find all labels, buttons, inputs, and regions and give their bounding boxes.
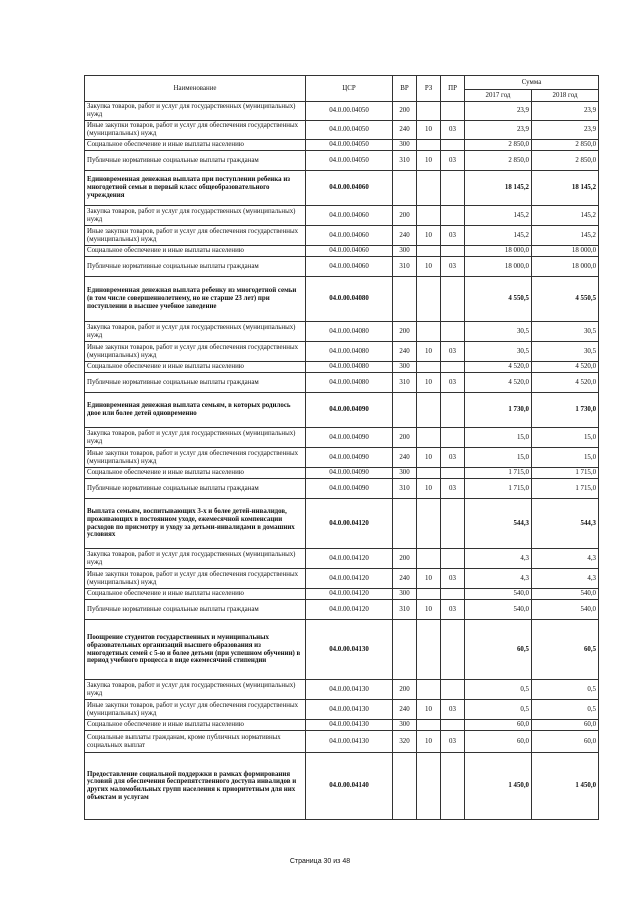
cell-2018: 60,0	[532, 720, 599, 731]
cell-2017: 15,0	[465, 428, 532, 448]
cell-name: Единовременная денежная выплата ребенку из многодетной семьи (в том числе совершеннолетнему, но не старше 23 лет) при поступлении в высшее учебное заведение	[85, 277, 306, 322]
cell-2018: 4 550,5	[532, 277, 599, 322]
cell-pr	[441, 720, 465, 731]
cell-2017: 60,5	[465, 620, 532, 680]
table-row-program	[85, 753, 599, 820]
cell-vr	[393, 753, 417, 820]
cell-pr	[441, 393, 465, 428]
cell-2017: 4 520,0	[465, 373, 532, 393]
cell-pr: 03	[441, 569, 465, 589]
cell-pr	[441, 246, 465, 257]
cell-2018: 23,9	[532, 102, 599, 121]
table-row	[85, 720, 599, 731]
table-row	[85, 121, 599, 140]
header-name: Наименование	[85, 76, 306, 102]
header-rz: РЗ	[417, 76, 441, 102]
table-row	[85, 448, 599, 468]
cell-2018: 540,0	[532, 589, 599, 600]
table-row	[85, 569, 599, 589]
cell-vr: 300	[393, 246, 417, 257]
cell-rz	[417, 171, 441, 206]
cell-vr: 300	[393, 468, 417, 479]
cell-2018: 60,0	[532, 731, 599, 753]
table-row-program	[85, 620, 599, 680]
cell-csr: 04.0.00.04090	[306, 479, 393, 499]
cell-pr	[441, 171, 465, 206]
cell-2017: 540,0	[465, 589, 532, 600]
cell-rz: 10	[417, 257, 441, 277]
cell-2018: 18 000,0	[532, 257, 599, 277]
cell-vr: 200	[393, 680, 417, 700]
header-sum: Сумма	[465, 76, 599, 90]
cell-vr: 200	[393, 549, 417, 569]
cell-2018: 544,3	[532, 499, 599, 549]
cell-vr: 200	[393, 102, 417, 121]
cell-2017: 18 000,0	[465, 257, 532, 277]
cell-csr: 04.0.00.04090	[306, 448, 393, 468]
cell-vr: 200	[393, 206, 417, 226]
cell-2018: 4,3	[532, 549, 599, 569]
cell-rz: 10	[417, 226, 441, 246]
cell-vr	[393, 620, 417, 680]
cell-pr	[441, 277, 465, 322]
table-row	[85, 700, 599, 720]
cell-pr: 03	[441, 479, 465, 499]
cell-rz	[417, 428, 441, 448]
cell-rz	[417, 206, 441, 226]
cell-rz: 10	[417, 373, 441, 393]
table-row	[85, 373, 599, 393]
cell-2017: 1 715,0	[465, 479, 532, 499]
cell-2018: 4 520,0	[532, 362, 599, 373]
table-row	[85, 428, 599, 448]
cell-vr: 300	[393, 362, 417, 373]
cell-pr	[441, 140, 465, 151]
cell-name: Иные закупки товаров, работ и услуг для обеспечения государственных (муниципальных) нужд	[85, 569, 306, 589]
cell-name: Единовременная денежная выплата при поступлении ребенка из многодетной семьи в первый класс общеобразовательного учреждения	[85, 171, 306, 206]
cell-2018: 540,0	[532, 600, 599, 620]
cell-pr: 03	[441, 151, 465, 171]
cell-vr	[393, 277, 417, 322]
cell-pr	[441, 620, 465, 680]
header-year-2018: 2018 год	[532, 90, 599, 102]
cell-vr: 310	[393, 600, 417, 620]
cell-rz	[417, 140, 441, 151]
cell-csr: 04.0.00.04080	[306, 342, 393, 362]
cell-name: Предоставление социальной поддержки в рамках формирования условий для обеспечения беспрепятственного доступа инвалидов и других маломобильных групп населения к приоритетным для них объектам и услугам	[85, 753, 306, 820]
cell-name: Социальное обеспечение и иные выплаты населению	[85, 246, 306, 257]
cell-vr: 300	[393, 589, 417, 600]
cell-vr: 310	[393, 151, 417, 171]
cell-2017: 4,3	[465, 569, 532, 589]
budget-table	[84, 75, 599, 820]
budget-document	[84, 75, 598, 820]
table-row-program	[85, 277, 599, 322]
cell-rz: 10	[417, 151, 441, 171]
cell-csr: 04.0.00.04130	[306, 731, 393, 753]
cell-csr: 04.0.00.04130	[306, 720, 393, 731]
cell-vr: 240	[393, 226, 417, 246]
cell-2018: 60,5	[532, 620, 599, 680]
table-row	[85, 468, 599, 479]
cell-rz: 10	[417, 600, 441, 620]
cell-2018: 23,9	[532, 121, 599, 140]
cell-vr: 200	[393, 428, 417, 448]
cell-pr	[441, 753, 465, 820]
cell-2017: 2 850,0	[465, 151, 532, 171]
cell-csr: 04.0.00.04050	[306, 151, 393, 171]
cell-2017: 23,9	[465, 121, 532, 140]
cell-name: Публичные нормативные социальные выплаты гражданам	[85, 257, 306, 277]
cell-2017: 2 850,0	[465, 140, 532, 151]
table-row	[85, 151, 599, 171]
cell-rz	[417, 680, 441, 700]
cell-2017: 60,0	[465, 720, 532, 731]
cell-pr	[441, 428, 465, 448]
cell-csr: 04.0.00.04120	[306, 499, 393, 549]
cell-2018: 4 520,0	[532, 373, 599, 393]
cell-rz	[417, 468, 441, 479]
table-row	[85, 342, 599, 362]
cell-2018: 0,5	[532, 680, 599, 700]
cell-csr: 04.0.00.04120	[306, 589, 393, 600]
cell-csr: 04.0.00.04090	[306, 468, 393, 479]
cell-2018: 1 715,0	[532, 468, 599, 479]
cell-name: Публичные нормативные социальные выплаты гражданам	[85, 373, 306, 393]
cell-2018: 1 450,0	[532, 753, 599, 820]
cell-csr: 04.0.00.04080	[306, 373, 393, 393]
cell-rz: 10	[417, 448, 441, 468]
cell-pr: 03	[441, 342, 465, 362]
cell-vr: 240	[393, 121, 417, 140]
cell-2017: 145,2	[465, 226, 532, 246]
cell-pr	[441, 468, 465, 479]
cell-vr	[393, 499, 417, 549]
cell-2017: 0,5	[465, 680, 532, 700]
cell-pr: 03	[441, 700, 465, 720]
cell-2017: 1 715,0	[465, 468, 532, 479]
cell-rz	[417, 620, 441, 680]
cell-name: Поощрение студентов государственных и муниципальных образовательных организаций высшего образования из многодетных семей с 5-ю и более детьми (при успешном обучении) в период учебного процесса в виде ежемесячной стипендии	[85, 620, 306, 680]
cell-name: Закупка товаров, работ и услуг для государственных (муниципальных) нужд	[85, 206, 306, 226]
cell-csr: 04.0.00.04130	[306, 700, 393, 720]
cell-pr	[441, 102, 465, 121]
cell-csr: 04.0.00.04050	[306, 140, 393, 151]
cell-2018: 18 145,2	[532, 171, 599, 206]
cell-vr: 240	[393, 700, 417, 720]
header-vr: ВР	[393, 76, 417, 102]
table-row	[85, 226, 599, 246]
cell-pr	[441, 322, 465, 342]
cell-pr: 03	[441, 600, 465, 620]
cell-rz: 10	[417, 479, 441, 499]
table-row	[85, 362, 599, 373]
cell-2018: 4,3	[532, 569, 599, 589]
cell-2017: 1 730,0	[465, 393, 532, 428]
cell-name: Публичные нормативные социальные выплаты гражданам	[85, 600, 306, 620]
cell-2017: 60,0	[465, 731, 532, 753]
cell-name: Закупка товаров, работ и услуг для государственных (муниципальных) нужд	[85, 428, 306, 448]
cell-csr: 04.0.00.04060	[306, 206, 393, 226]
cell-name: Закупка товаров, работ и услуг для государственных (муниципальных) нужд	[85, 549, 306, 569]
table-row	[85, 680, 599, 700]
cell-csr: 04.0.00.04130	[306, 620, 393, 680]
cell-name: Иные закупки товаров, работ и услуг для обеспечения государственных (муниципальных) нужд	[85, 448, 306, 468]
cell-csr: 04.0.00.04140	[306, 753, 393, 820]
cell-name: Единовременная денежная выплата семьям, в которых родилось двое или более детей одновременно	[85, 393, 306, 428]
cell-2018: 1 715,0	[532, 479, 599, 499]
cell-vr: 240	[393, 448, 417, 468]
cell-vr: 240	[393, 569, 417, 589]
cell-name: Социальное обеспечение и иные выплаты населению	[85, 362, 306, 373]
cell-2017: 544,3	[465, 499, 532, 549]
table-row-program	[85, 393, 599, 428]
table-row	[85, 322, 599, 342]
cell-pr	[441, 680, 465, 700]
cell-2017: 4 520,0	[465, 362, 532, 373]
cell-2018: 145,2	[532, 206, 599, 226]
cell-name: Публичные нормативные социальные выплаты гражданам	[85, 151, 306, 171]
cell-2018: 2 850,0	[532, 151, 599, 171]
cell-rz	[417, 549, 441, 569]
cell-name: Выплата семьям, воспитывающих 3-х и более детей-инвалидов, проживающих в постоянном уходе, ежемесячной компенсации расходов по присмотру и уходу за детьми-инвалидами в домашних условиях	[85, 499, 306, 549]
cell-vr: 300	[393, 720, 417, 731]
cell-csr: 04.0.00.04050	[306, 121, 393, 140]
cell-csr: 04.0.00.04060	[306, 171, 393, 206]
cell-2017: 18 000,0	[465, 246, 532, 257]
cell-rz	[417, 499, 441, 549]
cell-rz: 10	[417, 700, 441, 720]
cell-2018: 15,0	[532, 428, 599, 448]
cell-rz	[417, 753, 441, 820]
table-row	[85, 479, 599, 499]
cell-pr	[441, 499, 465, 549]
table-row	[85, 140, 599, 151]
cell-2017: 145,2	[465, 206, 532, 226]
cell-name: Иные закупки товаров, работ и услуг для обеспечения государственных (муниципальных) нужд	[85, 700, 306, 720]
table-row-program	[85, 499, 599, 549]
table-row	[85, 600, 599, 620]
cell-rz	[417, 362, 441, 373]
cell-name: Социальное обеспечение и иные выплаты населению	[85, 468, 306, 479]
cell-rz	[417, 277, 441, 322]
cell-name: Иные закупки товаров, работ и услуг для обеспечения государственных (муниципальных) нужд	[85, 121, 306, 140]
cell-rz	[417, 102, 441, 121]
cell-name: Закупка товаров, работ и услуг для государственных (муниципальных) нужд	[85, 102, 306, 121]
cell-2018: 1 730,0	[532, 393, 599, 428]
cell-vr: 320	[393, 731, 417, 753]
cell-csr: 04.0.00.04050	[306, 102, 393, 121]
cell-vr: 310	[393, 373, 417, 393]
cell-2017: 30,5	[465, 342, 532, 362]
cell-pr	[441, 549, 465, 569]
cell-vr: 240	[393, 342, 417, 362]
cell-2017: 18 145,2	[465, 171, 532, 206]
cell-csr: 04.0.00.04120	[306, 600, 393, 620]
cell-csr: 04.0.00.04130	[306, 680, 393, 700]
cell-vr: 200	[393, 322, 417, 342]
cell-vr: 300	[393, 140, 417, 151]
cell-name: Социальные выплаты гражданам, кроме публичных нормативных социальных выплат	[85, 731, 306, 753]
cell-rz: 10	[417, 731, 441, 753]
cell-2017: 1 450,0	[465, 753, 532, 820]
cell-csr: 04.0.00.04060	[306, 257, 393, 277]
cell-rz	[417, 589, 441, 600]
cell-vr: 310	[393, 479, 417, 499]
cell-2018: 18 000,0	[532, 246, 599, 257]
cell-name: Социальное обеспечение и иные выплаты населению	[85, 140, 306, 151]
table-row	[85, 589, 599, 600]
cell-2017: 23,9	[465, 102, 532, 121]
header-csr: ЦСР	[306, 76, 393, 102]
table-row	[85, 246, 599, 257]
cell-vr: 310	[393, 257, 417, 277]
cell-name: Иные закупки товаров, работ и услуг для обеспечения государственных (муниципальных) нужд	[85, 342, 306, 362]
cell-csr: 04.0.00.04090	[306, 428, 393, 448]
cell-2018: 15,0	[532, 448, 599, 468]
cell-pr	[441, 206, 465, 226]
cell-csr: 04.0.00.04060	[306, 246, 393, 257]
cell-pr: 03	[441, 226, 465, 246]
cell-csr: 04.0.00.04080	[306, 322, 393, 342]
cell-name: Иные закупки товаров, работ и услуг для обеспечения государственных (муниципальных) нужд	[85, 226, 306, 246]
cell-pr: 03	[441, 448, 465, 468]
cell-csr: 04.0.00.04080	[306, 277, 393, 322]
cell-pr	[441, 362, 465, 373]
cell-rz	[417, 322, 441, 342]
cell-2018: 30,5	[532, 322, 599, 342]
cell-2017: 540,0	[465, 600, 532, 620]
cell-2017: 0,5	[465, 700, 532, 720]
cell-pr: 03	[441, 257, 465, 277]
cell-csr: 04.0.00.04060	[306, 226, 393, 246]
table-body	[85, 102, 599, 820]
cell-rz	[417, 393, 441, 428]
cell-rz	[417, 720, 441, 731]
cell-name: Социальное обеспечение и иные выплаты населению	[85, 720, 306, 731]
cell-pr	[441, 589, 465, 600]
cell-name: Публичные нормативные социальные выплаты гражданам	[85, 479, 306, 499]
cell-pr: 03	[441, 731, 465, 753]
cell-2018: 145,2	[532, 226, 599, 246]
cell-vr	[393, 171, 417, 206]
table-row	[85, 549, 599, 569]
table-row	[85, 102, 599, 121]
page-number: Страница 30 из 48	[289, 858, 351, 865]
cell-name: Закупка товаров, работ и услуг для государственных (муниципальных) нужд	[85, 680, 306, 700]
header-pr: ПР	[441, 76, 465, 102]
table-row	[85, 206, 599, 226]
cell-2017: 30,5	[465, 322, 532, 342]
table-row	[85, 731, 599, 753]
cell-2018: 0,5	[532, 700, 599, 720]
header-year-2017: 2017 год	[465, 90, 532, 102]
cell-vr	[393, 393, 417, 428]
cell-rz	[417, 246, 441, 257]
cell-csr: 04.0.00.04120	[306, 549, 393, 569]
cell-name: Социальное обеспечение и иные выплаты населению	[85, 589, 306, 600]
table-row-program	[85, 171, 599, 206]
cell-rz: 10	[417, 121, 441, 140]
cell-rz: 10	[417, 569, 441, 589]
cell-2017: 4,3	[465, 549, 532, 569]
cell-pr: 03	[441, 121, 465, 140]
cell-rz: 10	[417, 342, 441, 362]
cell-csr: 04.0.00.04120	[306, 569, 393, 589]
cell-csr: 04.0.00.04080	[306, 362, 393, 373]
cell-csr: 04.0.00.04090	[306, 393, 393, 428]
table-row	[85, 257, 599, 277]
cell-name: Закупка товаров, работ и услуг для государственных (муниципальных) нужд	[85, 322, 306, 342]
cell-pr: 03	[441, 373, 465, 393]
cell-2018: 2 850,0	[532, 140, 599, 151]
cell-2017: 15,0	[465, 448, 532, 468]
cell-2018: 30,5	[532, 342, 599, 362]
cell-2017: 4 550,5	[465, 277, 532, 322]
